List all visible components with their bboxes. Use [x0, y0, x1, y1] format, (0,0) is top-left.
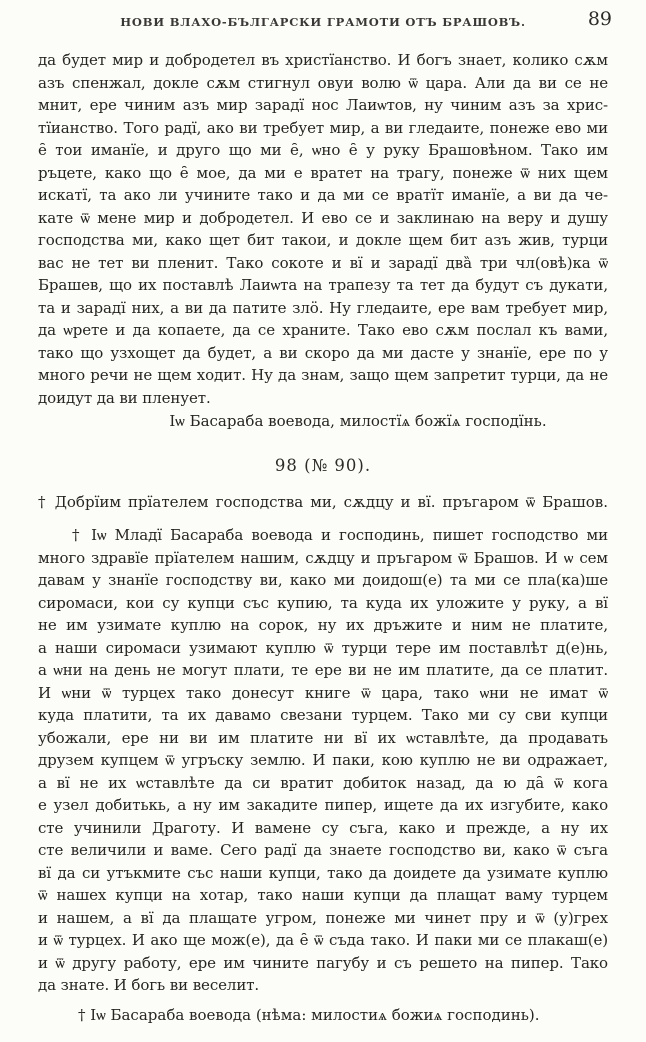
text-line: искатї, та ако ли учините тако и да ми се вратїт иманїе, а ви да че-	[38, 186, 608, 204]
document-2-salutation: † Добрїим прїателем господства ми, сѫдцу и вї. пръгаром ѿ Брашов.	[38, 492, 608, 511]
running-header	[38, 8, 612, 36]
text-line: азъ спенжал, докле сѫм стигнул овуи волю ѿ цара. Али да ви се не	[38, 73, 608, 92]
text-line: да ѡрете и да копаете, да се храните. Тако ево сѫм послал къ вами,	[38, 321, 608, 339]
text-line: а ѡни на день не могут плати, те ере ви не им платите, да се платит.	[38, 661, 608, 679]
text-line: не им узимате куплю на сорок, ну их дръжите и ним не платите,	[38, 616, 608, 634]
text-line: доидут да ви пленует.	[38, 388, 211, 407]
text-line: давам у знанїе господству ви, како ми доидош(е) та ми се пла(ка)ше	[38, 571, 608, 589]
document-2	[38, 454, 608, 1027]
document-2-heading: 98 (№ 90).	[274, 455, 372, 475]
text-line: сте величили и ваме. Сего радї да знаете господство ви, како ѿ съга	[38, 841, 608, 859]
text-line: куда платити, та их давамо свезани турцем. Тако ми су сви купци	[38, 706, 608, 724]
text-line: много речи не щем ходит. Ну да знам, защо щем запретит турци, да не	[38, 366, 608, 384]
text-line: тїианство. Того радї, ако ви требует мир, а ви гледаите, понеже ево ми	[38, 118, 608, 137]
page-number: 89	[587, 8, 612, 30]
text-line: сиромаси, кои су купци със купию, та куда их уложите у руку, а вї	[38, 593, 608, 612]
text-line: † Іѡ Младї Басараба воевода и господинь, пишет господство ми	[72, 526, 608, 544]
text-line: е̑ тои иманїе, и друго що ми е̑, ѡно е̑ у руку Брашовѣном. Тако им	[38, 141, 608, 159]
running-header-title: НОВИ ВЛАХО-БЪЛГАРСКИ ГРАМОТИ ОТЪ БРАШОВЪ.	[120, 15, 526, 29]
text-line: та и зарадї них, а ви да патите злӧ. Ну гледаите, ере вам требует мир,	[38, 298, 608, 317]
text-line: и нашем, а вї да плащате угром, понеже ми чинет пру и ѿ (у)грех	[38, 908, 608, 927]
text-line: мнит, ере чиним азъ мир зарадї нос Лаиѡтов, ну чиним азъ за хрис-	[38, 96, 608, 114]
document-1-signature: Іѡ Басараба воевода, милостїѧ божїѧ господїнь.	[169, 412, 547, 430]
text-line: да знате. И богь ви веселит.	[38, 976, 260, 994]
text-line: много здравїе прїателем нашим, сѫдцу и пръгаром ѿ Брашов. И ѡ сем	[38, 548, 608, 567]
text-line: друзем купцем ѿ угръску землю. И паки, кою куплю не ви одражает,	[38, 751, 608, 769]
text-line: и ѿ турцех. И ако ще мож(е), да е̑ ѿ съда тако. И паки ми се плакаш(е)	[38, 931, 608, 949]
document-1-body	[38, 49, 608, 409]
document-1	[38, 49, 608, 433]
text-line: вас не тет ви пленит. Тако сокоте и вї и зарадї два̏ три чл(овѣ)ка ѿ	[38, 253, 608, 272]
text-line: тако що узхощет да будет, а ви скоро да ми дасте у знанїе, ере по у	[38, 343, 608, 362]
text-line: убожали, ере ни ви им платите ни вї их ѡставлѣте, да продавать	[38, 728, 608, 747]
document-2-signature: † Іѡ Басараба воевода (нѣма: милостиѧ божиѧ господинь).	[78, 1005, 540, 1024]
text-line: кате ѿ мене мир и добродетел. И ево се и заклинаю на веру и душу	[38, 208, 608, 227]
text-line: да будет мир и добродетел въ христїанство. И богъ знает, колико сѫм	[38, 51, 608, 69]
text-line: Брашев, що их поставлѣ Лаиѡта на трапезу та тет да будут съ дукати,	[38, 276, 608, 294]
text-line: а наши сиромаси узимают куплю ѿ турци тере им поставлѣт д(е)нь,	[38, 638, 608, 657]
text-line: а вї не их ѡставлѣте да си вратит добиток назад, да ю да̑ ѿ кога	[38, 773, 608, 792]
text-line: ръцете, како що е̑ мое, да ми е вратет на трагу, понеже ѿ них щем	[38, 163, 608, 182]
document-2-body	[38, 524, 608, 997]
text-line: ѿ нашех купци на хотар, тако наши купци да плащат ваму турцем	[38, 886, 608, 904]
text-line: е узел добитькь, а ну им закадите пипер, ищете да их изгубите, како	[38, 796, 608, 814]
text-line: сте учинили Драготу. И вамене су съга, како и прежде, а ну их	[38, 818, 608, 837]
text-line: господства ми, како щет бит такои, и докле щем бит азъ жив, турци	[38, 231, 608, 249]
text-line: И ѡни ѿ турцех тако донесут книге ѿ цара, тако ѡни не имат ѿ	[38, 683, 608, 702]
text-line: вї да си утъкмите със наши купци, тако да доидете да узимате куплю	[38, 863, 608, 882]
text-line: и ѿ другу работу, ере им чините пагубу и съ решето на пипер. Тако	[38, 953, 608, 972]
